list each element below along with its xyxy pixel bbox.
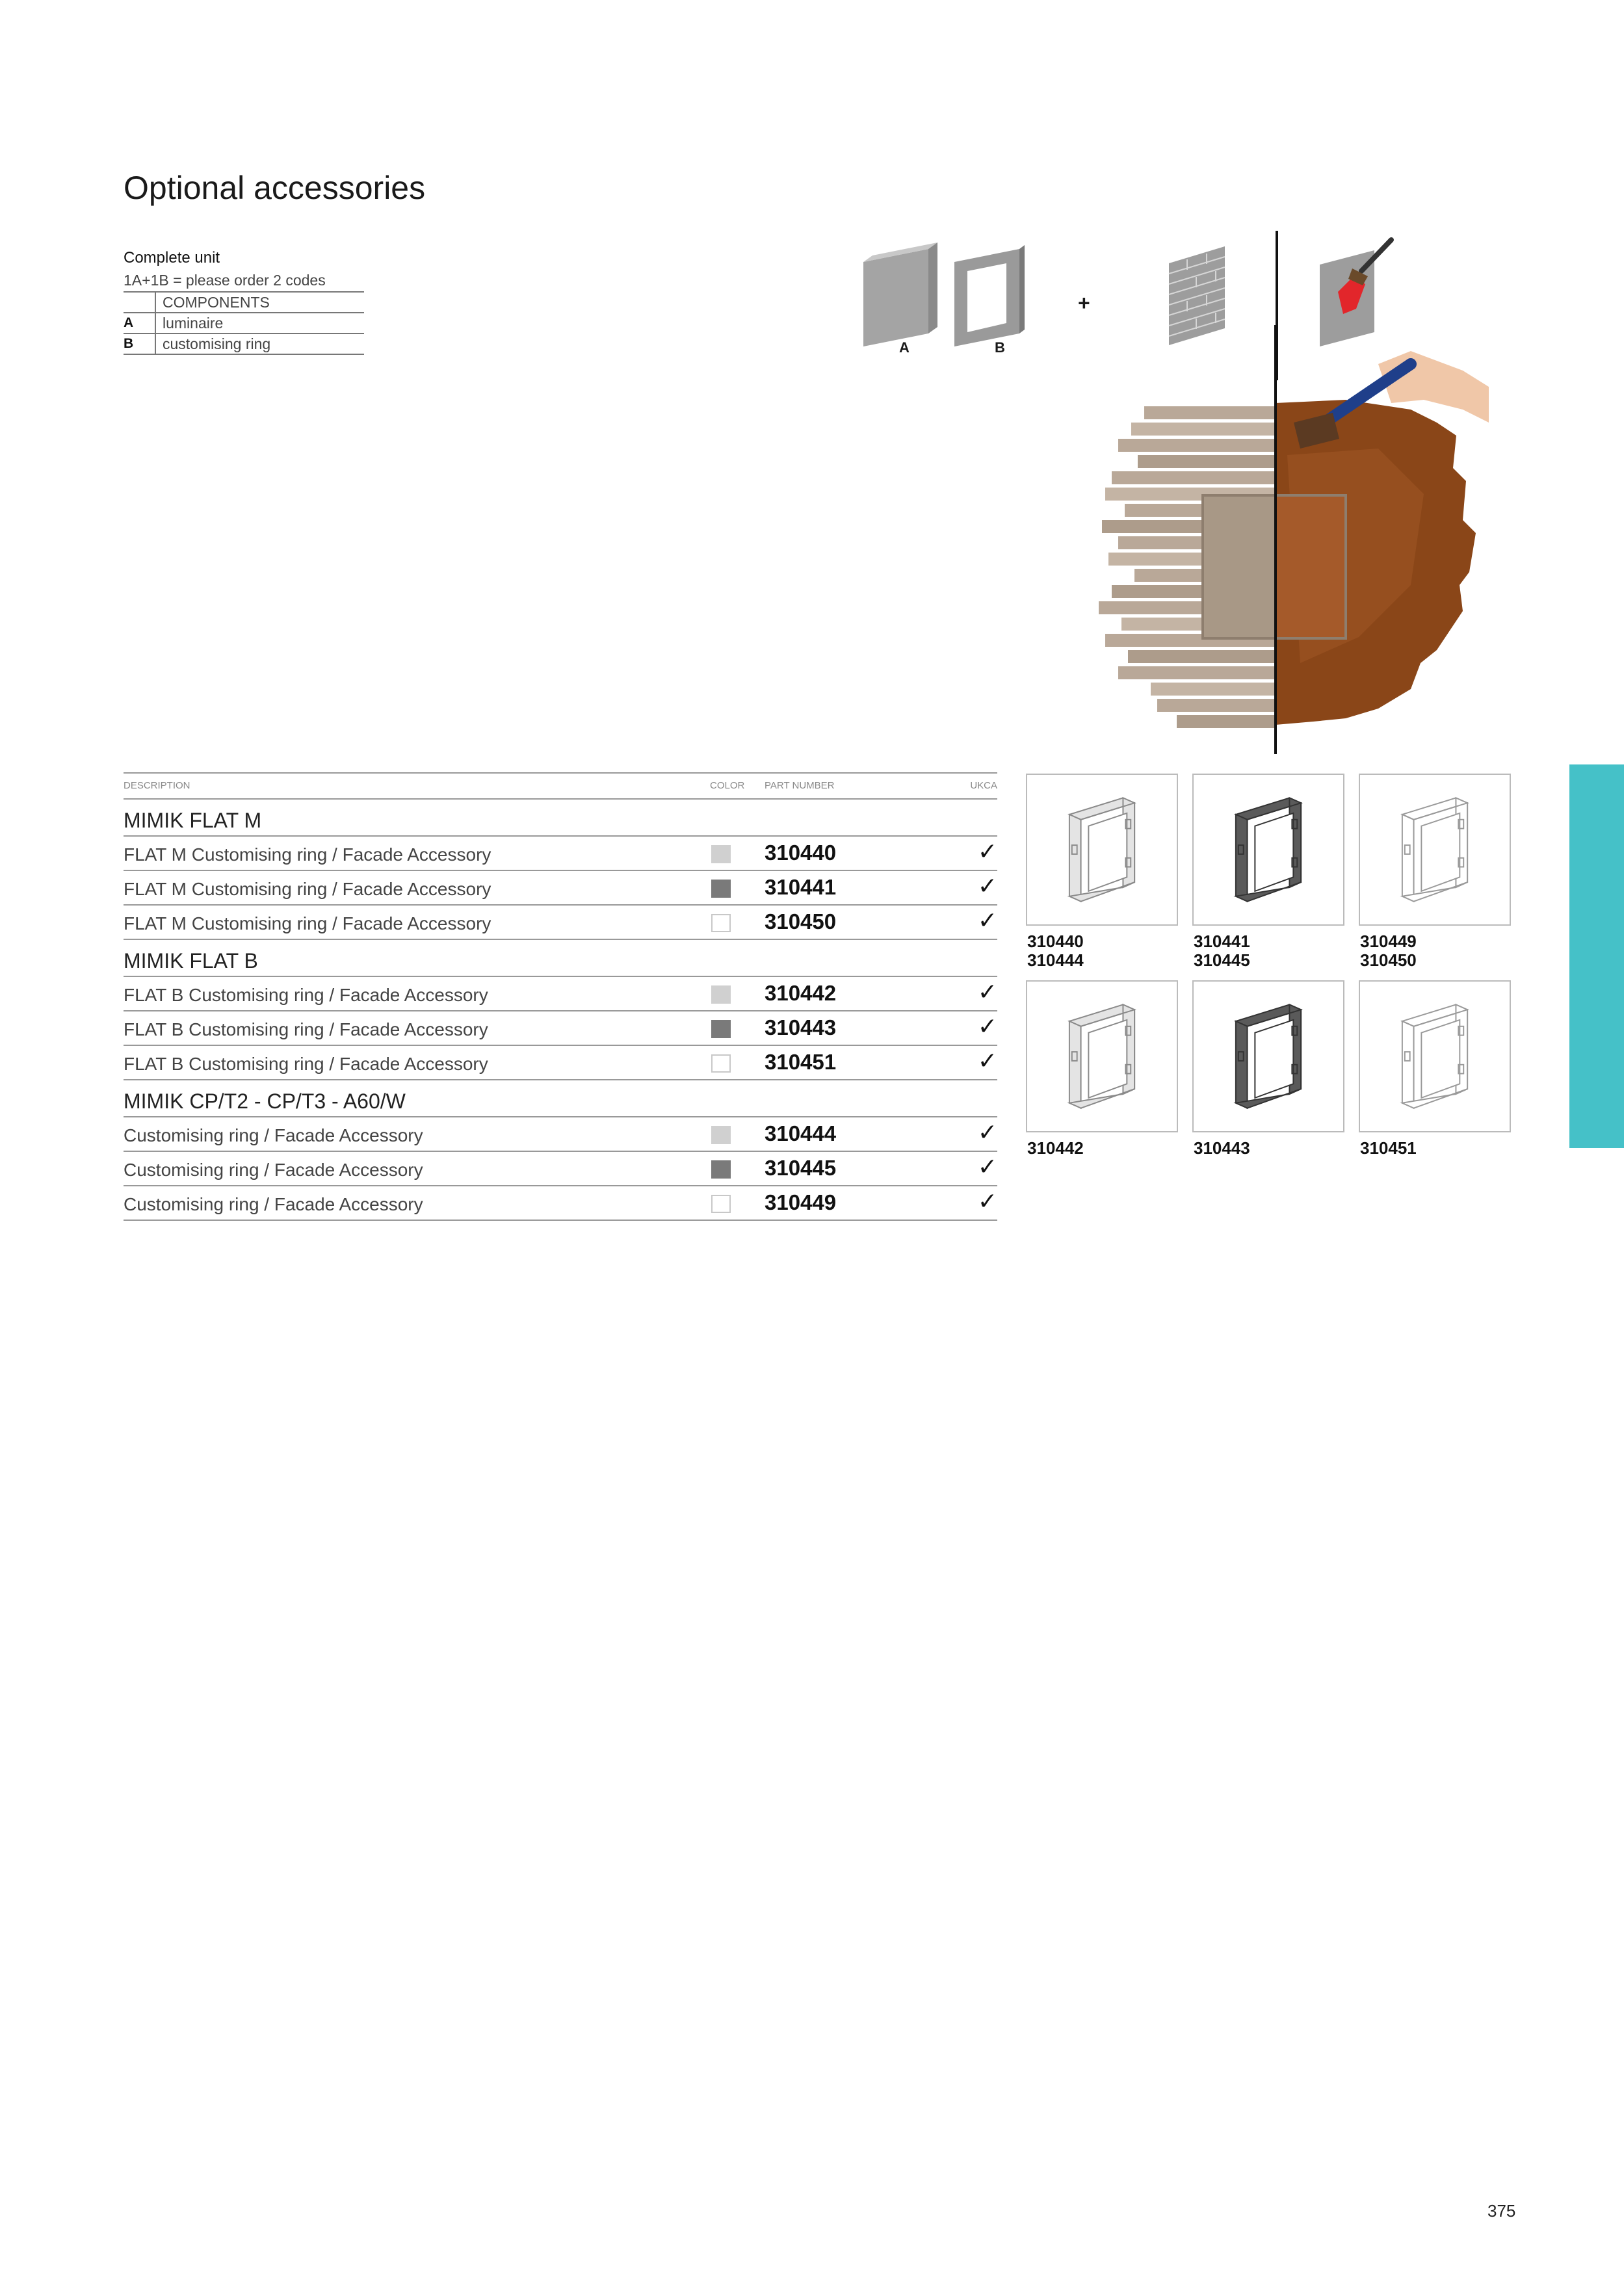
customising-ring-icon xyxy=(1027,775,1177,924)
table-group xyxy=(124,800,997,940)
part-number: 310442 xyxy=(765,981,837,1005)
color-swatch xyxy=(711,1126,731,1144)
table-group xyxy=(124,940,997,1080)
header-ukca: UKCA xyxy=(970,780,997,791)
table-group xyxy=(124,1080,997,1221)
complete-unit-subtitle: 1A+1B = please order 2 codes xyxy=(124,269,364,293)
part-number: 310444 xyxy=(765,1121,837,1145)
thumbnail-codes xyxy=(1027,932,1084,970)
thumbnail-code: 310444 xyxy=(1027,950,1084,970)
table-row xyxy=(124,1011,997,1046)
color-swatch xyxy=(711,1054,731,1073)
table-row xyxy=(124,1186,997,1221)
table-row xyxy=(124,1046,997,1080)
ukca-check-icon: ✓ xyxy=(977,907,997,933)
diagram-label-a: A xyxy=(899,339,910,356)
component-key: B xyxy=(124,334,156,354)
components-header: COMPONENTS xyxy=(163,294,270,311)
page-title: Optional accessories xyxy=(124,170,426,206)
color-swatch xyxy=(711,914,731,932)
customising-ring-icon xyxy=(1360,775,1510,924)
thumbnail-codes xyxy=(1194,932,1250,970)
thumbnail-code: 310441 xyxy=(1194,932,1250,951)
component-row xyxy=(124,334,364,355)
customising-ring-b-icon xyxy=(954,245,1025,346)
row-description: FLAT M Customising ring / Facade Accessory xyxy=(124,913,491,933)
group-title: MIMIK FLAT M xyxy=(124,800,997,837)
product-table xyxy=(124,772,997,1221)
ukca-check-icon: ✓ xyxy=(977,1013,997,1039)
thumbnail-code: 310440 xyxy=(1027,932,1084,951)
ukca-check-icon: ✓ xyxy=(977,872,997,899)
component-key: A xyxy=(124,313,156,333)
thumbnail-codes xyxy=(1360,1139,1417,1158)
thumbnail-code: 310442 xyxy=(1027,1138,1084,1158)
thumbnail-code: 310449 xyxy=(1360,932,1417,951)
ukca-check-icon: ✓ xyxy=(977,838,997,865)
ukca-check-icon: ✓ xyxy=(977,1119,997,1145)
facade-illustration xyxy=(1073,325,1515,754)
product-thumbnail xyxy=(1359,980,1511,1132)
thumbnail-code: 310450 xyxy=(1360,950,1417,970)
group-title: MIMIK CP/T2 - CP/T3 - A60/W xyxy=(124,1080,997,1117)
part-number: 310443 xyxy=(765,1015,837,1039)
row-description: Customising ring / Facade Accessory xyxy=(124,1194,423,1214)
row-description: FLAT B Customising ring / Facade Accessory xyxy=(124,985,488,1005)
table-row xyxy=(124,871,997,906)
row-description: FLAT M Customising ring / Facade Accessory xyxy=(124,879,491,899)
components-header-row xyxy=(124,293,364,313)
color-swatch xyxy=(711,985,731,1004)
color-swatch xyxy=(711,845,731,863)
part-number: 310449 xyxy=(765,1190,837,1214)
table-row xyxy=(124,837,997,871)
thumbnail-code: 310445 xyxy=(1194,950,1250,970)
part-number: 310441 xyxy=(765,875,837,899)
customising-ring-icon xyxy=(1194,982,1343,1131)
customising-ring-icon xyxy=(1194,775,1343,924)
component-label: luminaire xyxy=(163,315,224,332)
customising-ring-icon xyxy=(1360,982,1510,1131)
diagram-label-b: B xyxy=(995,339,1005,356)
luminaire-a-icon xyxy=(863,242,937,346)
page-number: 375 xyxy=(1487,2201,1516,2221)
ukca-check-icon: ✓ xyxy=(977,1188,997,1214)
header-color: COLOR xyxy=(710,780,745,791)
ukca-check-icon: ✓ xyxy=(977,1153,997,1180)
color-swatch xyxy=(711,1020,731,1038)
component-row xyxy=(124,313,364,334)
product-thumbnail xyxy=(1026,980,1178,1132)
component-label: customising ring xyxy=(163,335,271,352)
table-header xyxy=(124,772,997,800)
header-description: DESCRIPTION xyxy=(124,780,190,791)
product-thumbnail xyxy=(1026,774,1178,926)
header-part-number: PART NUMBER xyxy=(765,780,835,791)
complete-unit-block xyxy=(124,247,364,355)
row-description: FLAT B Customising ring / Facade Accessory xyxy=(124,1019,488,1039)
table-row xyxy=(124,977,997,1011)
color-swatch xyxy=(711,1195,731,1213)
group-title: MIMIK FLAT B xyxy=(124,940,997,977)
part-number: 310440 xyxy=(765,841,837,865)
product-thumbnail xyxy=(1192,774,1344,926)
row-description: FLAT B Customising ring / Facade Accessory xyxy=(124,1054,488,1074)
product-thumbnail xyxy=(1359,774,1511,926)
customising-ring-icon xyxy=(1027,982,1177,1131)
table-row xyxy=(124,906,997,940)
color-swatch xyxy=(711,1160,731,1179)
thumbnail-code: 310443 xyxy=(1194,1138,1250,1158)
row-description: FLAT M Customising ring / Facade Accessory xyxy=(124,844,491,865)
part-number: 310450 xyxy=(765,909,837,933)
color-swatch xyxy=(711,880,731,898)
part-number: 310451 xyxy=(765,1050,837,1074)
thumbnail-codes xyxy=(1194,1139,1250,1158)
table-row xyxy=(124,1117,997,1152)
table-row xyxy=(124,1152,997,1186)
row-description: Customising ring / Facade Accessory xyxy=(124,1125,423,1145)
section-tab xyxy=(1569,764,1624,1148)
ukca-check-icon: ✓ xyxy=(977,1047,997,1074)
diagram-plus: + xyxy=(1078,291,1090,315)
thumbnail-code: 310451 xyxy=(1360,1138,1417,1158)
part-number: 310445 xyxy=(765,1156,837,1180)
thumbnail-codes xyxy=(1027,1139,1084,1158)
row-description: Customising ring / Facade Accessory xyxy=(124,1160,423,1180)
product-thumbnail xyxy=(1192,980,1344,1132)
ukca-check-icon: ✓ xyxy=(977,978,997,1005)
complete-unit-title: Complete unit xyxy=(124,249,220,267)
thumbnail-codes xyxy=(1360,932,1417,970)
